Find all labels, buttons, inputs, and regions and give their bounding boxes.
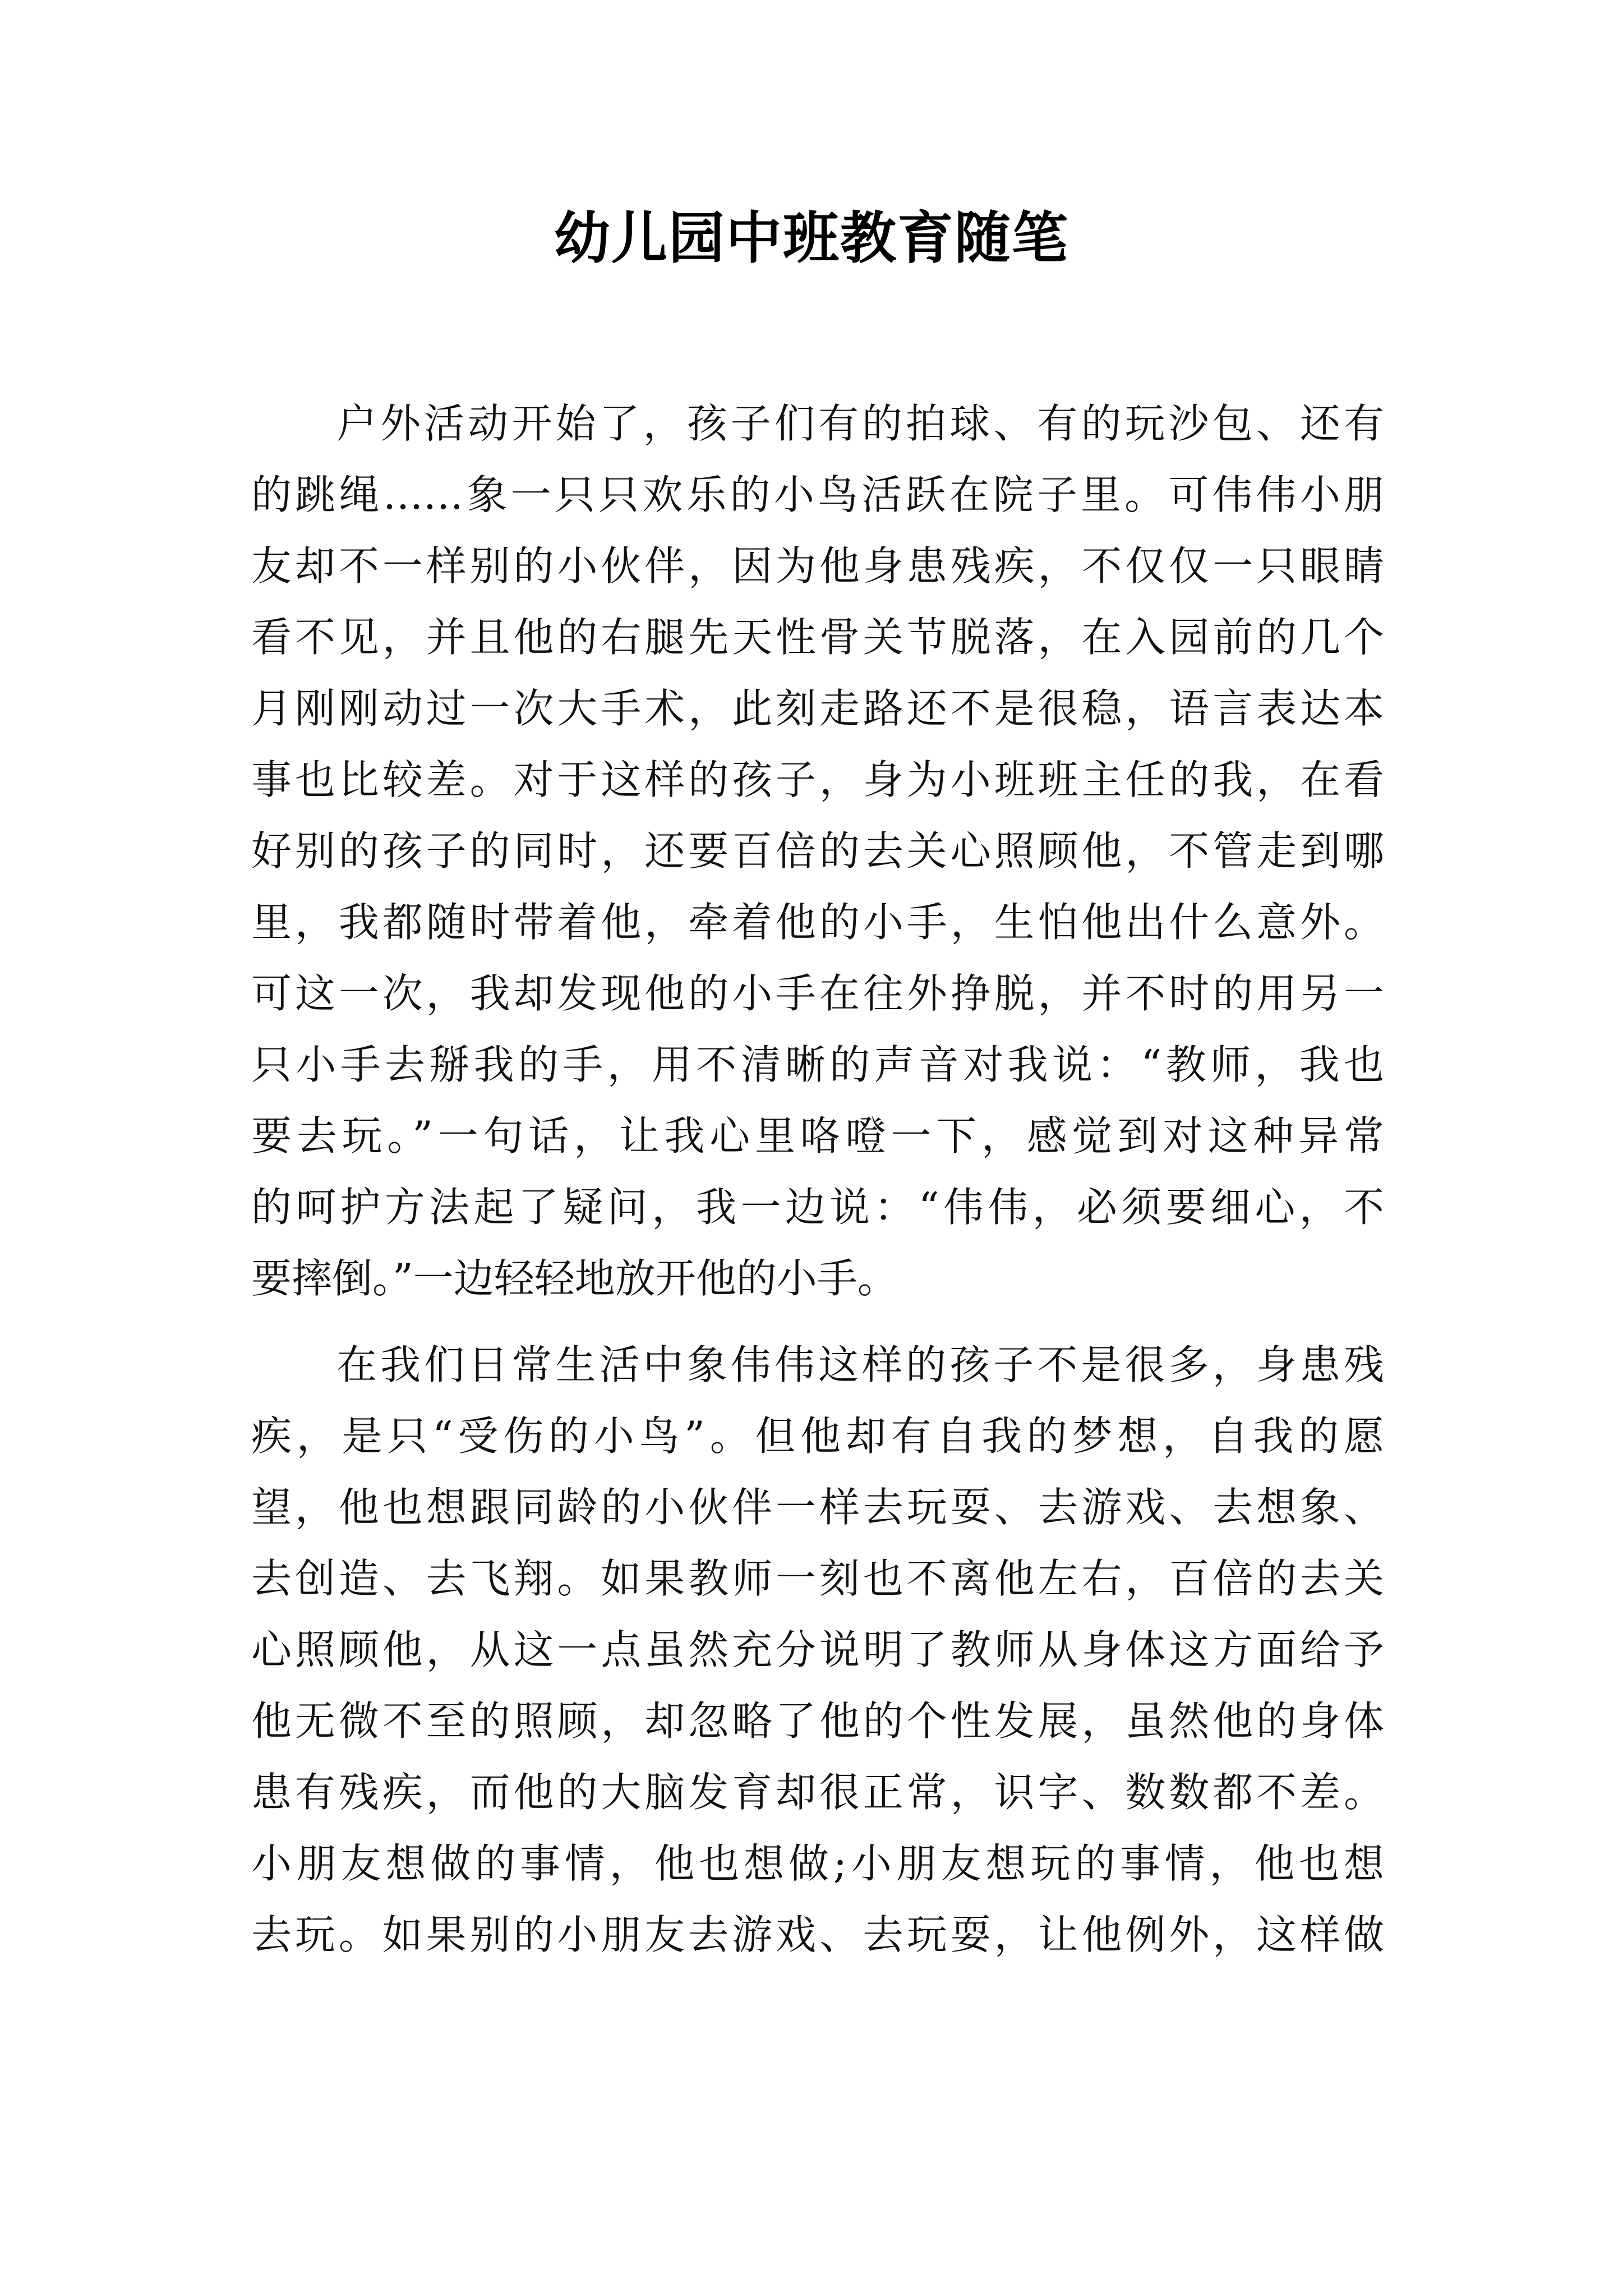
paragraph-1-line-1: 户外活动开始了，孩子们有的拍球、有的玩沙包、还有 <box>336 400 1384 447</box>
paragraph-1-line-11: 要去玩。”一句话，让我心里咯噔一下，感觉到对这种异常 <box>251 1112 1384 1159</box>
paragraph-2-line-6: 他无微不至的照顾，却忽略了他的个性发展，虽然他的身体 <box>251 1697 1384 1745</box>
paragraph-2-line-2: 疾，是只“受伤的小鸟”。但他却有自我的梦想，自我的愿 <box>251 1412 1384 1460</box>
paragraph-2-line-5: 心照顾他，从这一点虽然充分说明了教师从身体这方面给予 <box>251 1626 1384 1673</box>
paragraph-1-line-4: 看不见，并且他的右腿先天性骨关节脱落，在入园前的几个 <box>251 614 1384 661</box>
paragraph-1-line-5: 月刚刚动过一次大手术，此刻走路还不是很稳，语言表达本 <box>251 685 1384 732</box>
paragraph-1-line-7: 好别的孩子的同时，还要百倍的去关心照顾他，不管走到哪 <box>251 827 1384 875</box>
paragraph-1-line-12: 的呵护方法起了疑问，我一边说：“伟伟，必须要细心，不 <box>251 1184 1384 1231</box>
paragraph-2-line-7: 患有残疾，而他的大脑发育却很正常，识字、数数都不差。 <box>251 1769 1384 1816</box>
paragraph-1-line-2: 的跳绳……象一只只欢乐的小鸟活跃在院子里。可伟伟小朋 <box>251 471 1384 518</box>
paragraph-2-line-9: 去玩。如果别的小朋友去游戏、去玩耍，让他例外，这样做 <box>251 1911 1384 1958</box>
paragraph-1-line-10: 只小手去掰我的手，用不清晰的声音对我说：“教师，我也 <box>251 1041 1384 1088</box>
paragraph-1-line-9: 可这一次，我却发现他的小手在往外挣脱，并不时的用另一 <box>251 970 1384 1017</box>
paragraph-1-line-3: 友却不一样别的小伙伴，因为他身患残疾，不仅仅一只眼睛 <box>251 542 1384 590</box>
paragraph-2-line-3: 望，他也想跟同龄的小伙伴一样去玩耍、去游戏、去想象、 <box>251 1484 1384 1531</box>
paragraph-1-line-8: 里，我都随时带着他，牵着他的小手，生怕他出什么意外。 <box>251 899 1384 946</box>
page-title: 幼儿园中班教育随笔 <box>554 205 1069 271</box>
paragraph-2-line-1: 在我们日常生活中象伟伟这样的孩子不是很多，身患残 <box>336 1341 1384 1388</box>
paragraph-2-line-4: 去创造、去飞翔。如果教师一刻也不离他左右，百倍的去关 <box>251 1555 1384 1602</box>
paragraph-2-line-8: 小朋友想做的事情，他也想做;小朋友想玩的事情，他也想 <box>251 1840 1384 1887</box>
paragraph-1-line-6: 事也比较差。对于这样的孩子，身为小班班主任的我，在看 <box>251 756 1384 803</box>
paragraph-1-line-13: 要摔倒。”一边轻轻地放开他的小手。 <box>251 1255 898 1302</box>
